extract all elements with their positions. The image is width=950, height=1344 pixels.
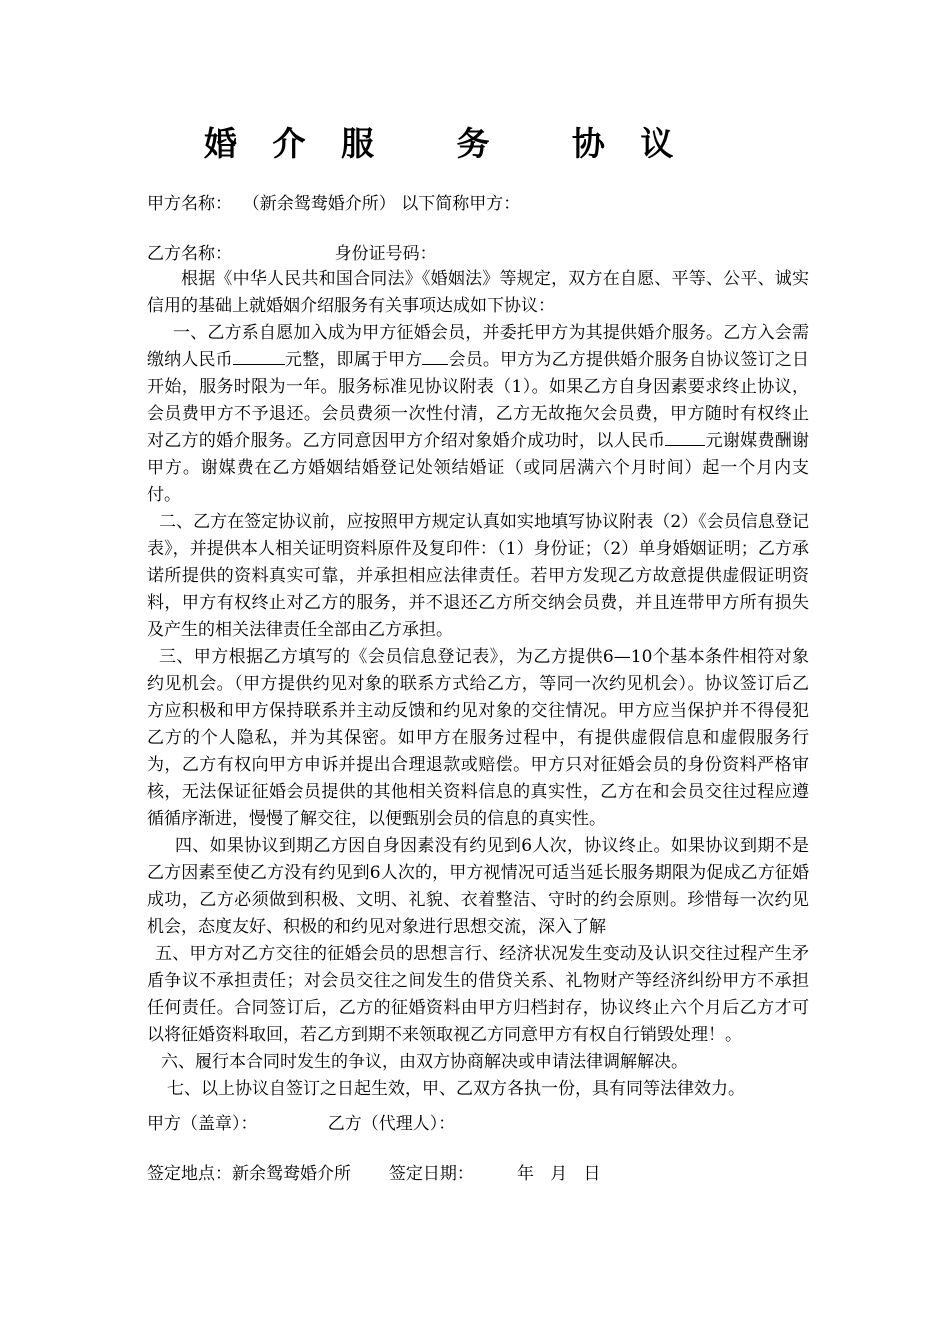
document-title: 婚 介 服 务 协 议 (204, 124, 686, 163)
clause-7: 七、以上协议自签订之日起生效，甲、乙双方各执一份，具有同等法律效力。 (167, 1079, 745, 1099)
clause-1-text-b: 元整，即属于甲方 (284, 350, 423, 370)
clause-1-text-d: 元谢媒费酬谢甲方。谢媒费在乙方婚姻结婚登记处领结婚证（或同居满六个月时间）起一个月内支付。 (147, 431, 810, 505)
clause-6: 六、履行本合同时发生的争议，由双方协商解决或申请法律调解解决。 (161, 1052, 688, 1072)
place-date-line: 签定地点：新余鸳鸯婚介所 签定日期： 年 月 日 (147, 1164, 601, 1184)
party-a-line: 甲方名称： （新余鸳鸯婚介所） 以下简称甲方： (147, 194, 521, 214)
fee-blank (233, 347, 285, 365)
clause-5: 五、甲方对乙方交往的征婚会员的思想言行、经济状况发生变动及认识交往过程产生矛盾争议不承担责任；对会员交往之间发生的借贷关系、礼物财产等经济纠纷甲方不承担任何责任。合同签订后，乙方的征婚资料由甲方归档封存，协议终止六个月后乙方才可以将征婚资料取回，若乙方到期不来领取视乙方同意甲方有权自行销毁处理！。 (147, 944, 809, 1045)
party-b-line: 乙方名称： 身份证号码： (147, 244, 437, 264)
clause-2: 二、乙方在签定协议前，应按照甲方规定认真如实地填写协议附表（2）《会员信息登记表》，并提供本人相关证明资料原件及复印件：（1）身份证；（2）单身婚姻证明；乙方承诺所提供的资料真实可靠，并承担相应法律责任。若甲方发现乙方故意提供虚假证明资料，甲方有权终止对乙方的服务，并不退还乙方所交纳会员费，并且连带甲方所有损失及产生的相关法律责任全部由乙方承担。 (147, 512, 809, 640)
clause-1 (147, 320, 809, 509)
clause-1-text-c: 会员。甲方为乙方提供婚介服务自协议签订之日开始，服务时限为一年。服务标准见协议附表（1）。如果乙方自身因素要求终止协议，会员费甲方不予退还。会员费须一次性付清，乙方无故拖欠会员费，甲方随时有权终止对乙方的婚介服务。乙方同意因甲方介绍对象婚介成功时，以人民币 (147, 350, 810, 451)
clause-4: 四、如果协议到期乙方因自身因素没有约见到6人次，协议终止。如果协议到期不是乙方因素至使乙方没有约见到6人次的，甲方视情况可适当延长服务期限为促成乙方征婚成功，乙方必须做到积极、文明、礼貌、衣着整洁、守时的约会原则。珍惜每一次约见机会，态度友好、积极的和约见对象进行思想交流，深入了解 (147, 836, 809, 937)
signature-line: 甲方（盖章）： 乙方（代理人）： (147, 1114, 456, 1134)
intro-paragraph: 根据《中华人民共和国合同法》《婚姻法》等规定，双方在自愿、平等、公平、诚实信用的基础上就婚姻介绍服务有关事项达成如下协议： (147, 269, 809, 316)
agreement-body (147, 266, 809, 1103)
clause-3: 三、甲方根据乙方填写的《会员信息登记表》，为乙方提供6—10个基本条件相符对象约见机会。（甲方提供约见对象的联系方式给乙方，等同一次约见机会）。协议签订后乙方应积极和甲方保持联系并主动反馈和约见对象的交往情况。甲方应当保护并不得侵犯乙方的个人隐私，并为其保密。如甲方在服务过程中，有提供虚假信息和虚假服务行为，乙方有权向甲方申诉并提出合理退款或赔偿。甲方只对征婚会员的身份资料严格审核，无法保证征婚会员提供的其他相关资料信息的真实性，乙方在和会员交往过程应遵循循序渐进，慢慢了解交往，以便甄别会员的信息的真实性。 (147, 647, 809, 829)
clause-1-text-a: 一、乙方系自愿加入成为甲方征婚会员，并委托甲方为其提供婚介服务。乙方入会需缴纳人民币 (147, 323, 809, 370)
membership-blank (422, 347, 448, 365)
reward-blank (665, 428, 705, 446)
